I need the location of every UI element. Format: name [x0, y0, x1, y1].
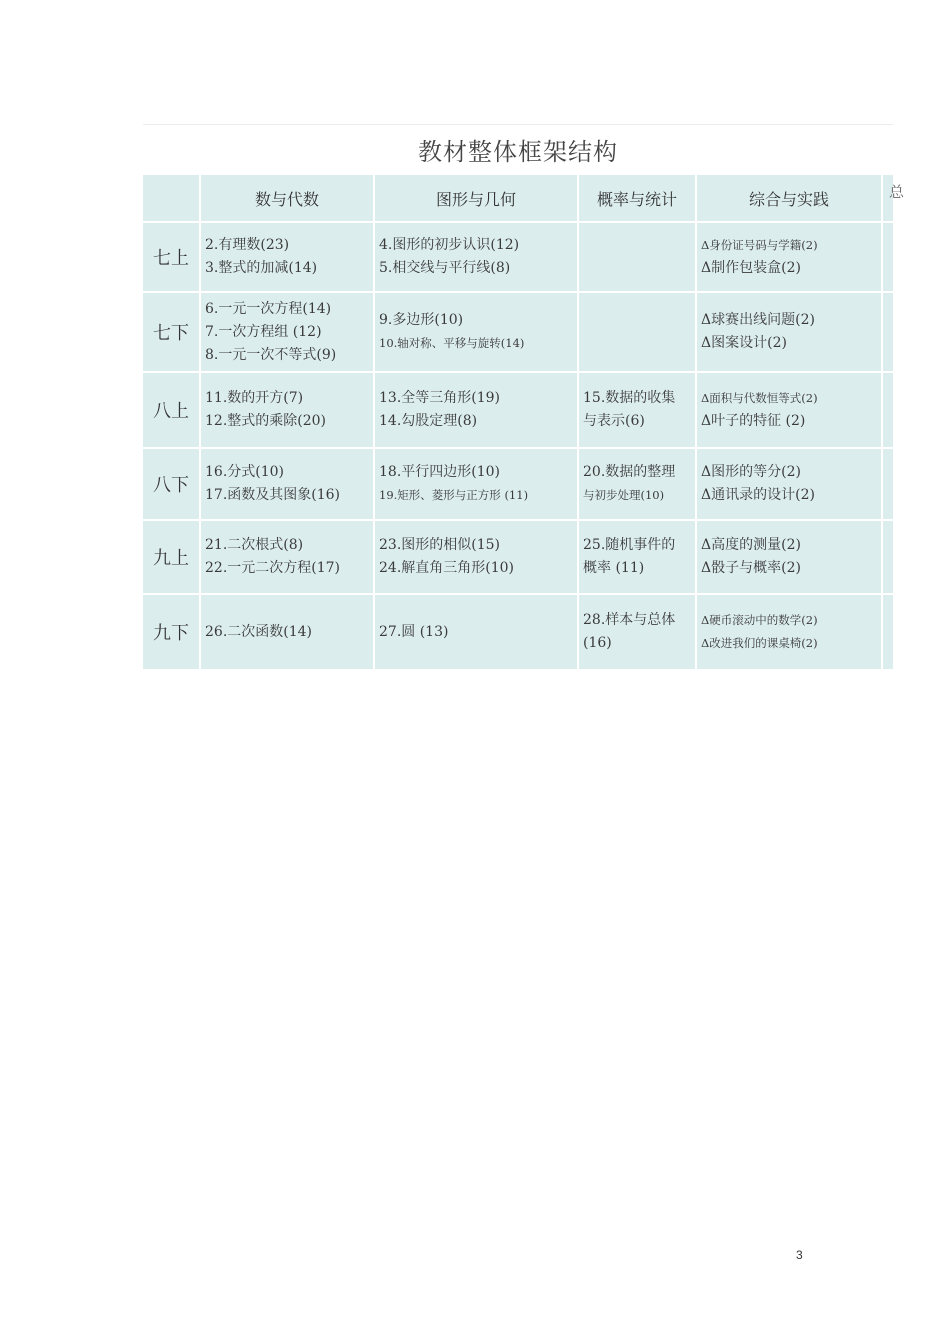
- table-row-grade8-first: [143, 372, 903, 448]
- chapter-item: 14.勾股定理(8): [379, 413, 478, 429]
- overflow-cell: [882, 448, 903, 520]
- chapter-item: 13.全等三角形(19): [379, 390, 501, 406]
- table-row-grade9-second: [143, 594, 903, 670]
- activity-item: Δ骰子与概率(2): [701, 560, 801, 576]
- overflow-cell: [882, 372, 903, 448]
- table-row-grade7-second: [143, 292, 903, 372]
- geometry-cell: [374, 372, 578, 448]
- practice-cell: [696, 222, 882, 292]
- algebra-cell: [200, 222, 374, 292]
- chapter-item: 概率 (11): [583, 560, 645, 576]
- chapter-item: 3.整式的加减(14): [205, 260, 318, 276]
- header-geometry: 图形与几何: [374, 175, 578, 222]
- chapter-item: 25.随机事件的: [583, 537, 676, 553]
- activity-item: Δ图形的等分(2): [701, 464, 801, 480]
- grade-label: 八上: [143, 372, 200, 448]
- overflow-cell: [882, 292, 903, 372]
- grade-label: 九上: [143, 520, 200, 594]
- activity-item: Δ身份证号码与学籍(2): [701, 238, 818, 252]
- statistics-cell: [578, 372, 696, 448]
- statistics-cell: [578, 222, 696, 292]
- grade-label: 八下: [143, 448, 200, 520]
- chapter-item: 26.二次函数(14): [205, 623, 313, 640]
- chapter-item: 与表示(6): [583, 413, 645, 429]
- algebra-cell: [200, 520, 374, 594]
- grade-label: 九下: [143, 594, 200, 670]
- chapter-item: 8.一元一次不等式(9): [205, 346, 337, 363]
- chapter-item: 10.轴对称、平移与旋转(14): [379, 336, 525, 350]
- practice-cell: [696, 372, 882, 448]
- chapter-item: 23.图形的相似(15): [379, 537, 501, 553]
- practice-cell: [696, 594, 882, 670]
- overflow-cell: [882, 520, 903, 594]
- table-row-grade9-first: [143, 520, 903, 594]
- framework-table-wrapper: [143, 175, 905, 669]
- statistics-cell: [578, 594, 696, 670]
- statistics-cell: [578, 448, 696, 520]
- chapter-item: 4.图形的初步认识(12): [379, 237, 520, 253]
- activity-item: Δ图案设计(2): [701, 335, 787, 351]
- overflow-cell: [882, 222, 903, 292]
- geometry-cell: [374, 222, 578, 292]
- page-title: 教材整体框架结构: [418, 138, 618, 166]
- chapter-item: 24.解直角三角形(10): [379, 560, 515, 576]
- grade-label: 七上: [143, 222, 200, 292]
- activity-item: Δ高度的测量(2): [701, 537, 801, 553]
- geometry-cell: [374, 594, 578, 670]
- chapter-item: 22.一元二次方程(17): [205, 560, 341, 576]
- chapter-item: 15.数据的收集: [583, 390, 676, 406]
- chapter-item: 与初步处理(10): [583, 488, 665, 502]
- geometry-cell: [374, 520, 578, 594]
- statistics-cell: [578, 520, 696, 594]
- algebra-cell: [200, 594, 374, 670]
- chapter-item: 28.样本与总体: [583, 612, 676, 628]
- activity-item: Δ改进我们的课桌椅(2): [701, 636, 818, 650]
- chapter-item: 5.相交线与平行线(8): [379, 260, 511, 276]
- header-practice: 综合与实践: [696, 175, 882, 222]
- table-row-grade7-first: [143, 222, 903, 292]
- chapter-item: (16): [583, 635, 612, 651]
- grade-label: 七下: [143, 292, 200, 372]
- activity-item: Δ硬币滚动中的数学(2): [701, 613, 818, 627]
- chapter-item: 20.数据的整理: [583, 464, 676, 480]
- geometry-cell: [374, 448, 578, 520]
- practice-cell: [696, 448, 882, 520]
- practice-cell: [696, 292, 882, 372]
- chapter-item: 11.数的开方(7): [205, 390, 304, 406]
- chapter-item: 9.多边形(10): [379, 312, 464, 328]
- chapter-item: 21.二次根式(8): [205, 537, 304, 553]
- header-corner: [143, 175, 200, 222]
- algebra-cell: [200, 448, 374, 520]
- activity-item: Δ球赛出线问题(2): [701, 312, 815, 328]
- header-algebra: 数与代数: [200, 175, 374, 222]
- chapter-item: 17.函数及其图象(16): [205, 487, 341, 503]
- geometry-cell: [374, 292, 578, 372]
- algebra-cell: [200, 292, 374, 372]
- framework-table: [143, 175, 904, 671]
- chapter-item: 7.一次方程组 (12): [205, 323, 322, 340]
- top-rule: [143, 124, 893, 125]
- chapter-item: 6.一元一次方程(14): [205, 300, 332, 317]
- chapter-item: 16.分式(10): [205, 464, 285, 480]
- table-row-grade8-second: [143, 448, 903, 520]
- chapter-item: 27.圆 (13): [379, 623, 449, 640]
- chapter-item: 2.有理数(23): [205, 237, 290, 253]
- activity-item: Δ面积与代数恒等式(2): [701, 391, 818, 405]
- statistics-cell: [578, 292, 696, 372]
- header-overflow-char: 总: [889, 182, 905, 201]
- chapter-item: 19.矩形、菱形与正方形 (11): [379, 488, 529, 502]
- overflow-cell: [882, 594, 903, 670]
- algebra-cell: [200, 372, 374, 448]
- chapter-item: 18.平行四边形(10): [379, 464, 501, 480]
- header-statistics: 概率与统计: [578, 175, 696, 222]
- activity-item: Δ叶子的特征 (2): [701, 413, 806, 429]
- chapter-item: 12.整式的乘除(20): [205, 413, 327, 429]
- page-number: 3: [796, 1248, 803, 1262]
- header-overflow: [882, 175, 903, 222]
- activity-item: Δ制作包装盒(2): [701, 260, 801, 276]
- header-row: [143, 175, 903, 222]
- practice-cell: [696, 520, 882, 594]
- activity-item: Δ通讯录的设计(2): [701, 487, 815, 503]
